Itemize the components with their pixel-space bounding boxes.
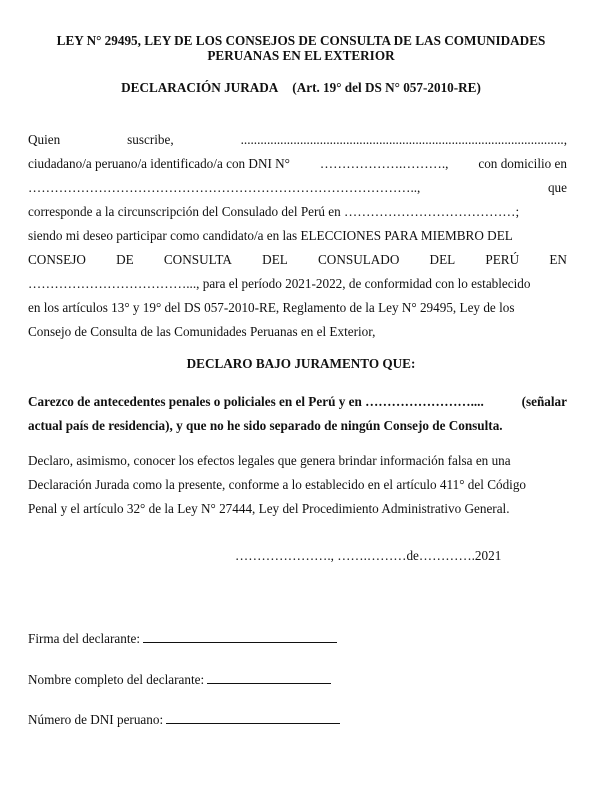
signature-label: Firma del declarante: [28, 631, 141, 646]
dni-line[interactable] [166, 711, 340, 724]
signature-row [28, 630, 337, 647]
text-fragment: EN [549, 252, 567, 267]
paragraph-line [28, 390, 567, 414]
text-fragment: CONSEJO [28, 252, 86, 267]
paragraph-line [28, 128, 567, 152]
text-fragment: PERÚ [485, 252, 520, 267]
address-blank: …………………………………………………………………………….., [28, 180, 421, 195]
text-fragment: CONSULADO [318, 252, 400, 267]
dni-blank: ……………….………., [319, 156, 449, 171]
sworn-heading: DECLARO BAJO JURAMENTO QUE: [186, 356, 416, 371]
document-subtitle [0, 80, 602, 96]
full-name-label: Nombre completo del declarante: [28, 672, 205, 687]
text-fragment: con domicilio en [478, 156, 567, 171]
dni-row [28, 711, 340, 728]
paragraph-line: corresponde a la circunscripción del Consulado del Perú en …………………………………; [28, 204, 520, 219]
full-name-row [28, 671, 331, 688]
declarant-paragraph [28, 128, 567, 344]
text-fragment: DE [116, 252, 134, 267]
paragraph-line: en los artículos 13° y 19° del DS 057-2010-RE, Reglamento de la Ley N° 29495, Ley de los [28, 300, 515, 315]
legal-effects-paragraph [28, 449, 567, 521]
paragraph-line: Declaración Jurada como la presente, conforme a lo establecido en el artículo 411° del Código [28, 477, 527, 492]
name-blank: .................................................................................................., [240, 132, 567, 147]
text-fragment: suscribe, [127, 132, 174, 147]
paragraph-line [28, 152, 567, 176]
signature-line[interactable] [143, 630, 337, 643]
document-title: LEY N° 29495, LEY DE LOS CONSEJOS DE CONSULTA DE LAS COMUNIDADES PERUANAS EN EL EXTERIOR [56, 33, 546, 63]
paragraph-line [28, 248, 567, 272]
paragraph-line: Declaro, asimismo, conocer los efectos legales que genera brindar información falsa en una [28, 453, 511, 468]
text-fragment: DEL [262, 252, 288, 267]
criminal-record-paragraph [28, 390, 567, 438]
paragraph-line: ………………………………..., para el período 2021-2022, de conformidad con lo establecido [28, 276, 531, 291]
declaration-title: DECLARACIÓN JURADA [121, 80, 279, 95]
text-fragment: CONSULTA [163, 252, 232, 267]
paragraph-line: actual país de residencia), y que no he sido separado de ningún Consejo de Consulta. [28, 418, 503, 433]
paragraph-line: Penal y el artículo 32° de la Ley N° 27444, Ley del Procedimiento Administrativo General. [28, 501, 510, 516]
article-reference: (Art. 19° del DS N° 057-2010-RE) [292, 80, 481, 95]
full-name-line[interactable] [207, 671, 331, 684]
text-fragment: ciudadano/a peruano/a identificado/a con DNI N° [28, 156, 290, 171]
text-fragment: que [547, 180, 567, 195]
text-fragment: DEL [429, 252, 456, 267]
paragraph-line: siendo mi deseo participar como candidato/a en las ELECCIONES PARA MIEMBRO DEL [28, 228, 513, 243]
paragraph-line: Consejo de Consulta de las Comunidades Peruanas en el Exterior, [28, 324, 376, 339]
text-fragment: (señalar [521, 394, 567, 409]
text-fragment: Carezco de antecedentes penales o policiales en el Perú y en …………………….... [28, 394, 484, 409]
paragraph-line [28, 176, 567, 200]
place-date-line: …………………., …….………de………….2021 [235, 548, 502, 563]
dni-label: Número de DNI peruano: [28, 712, 164, 727]
text-fragment: Quien [28, 132, 61, 147]
